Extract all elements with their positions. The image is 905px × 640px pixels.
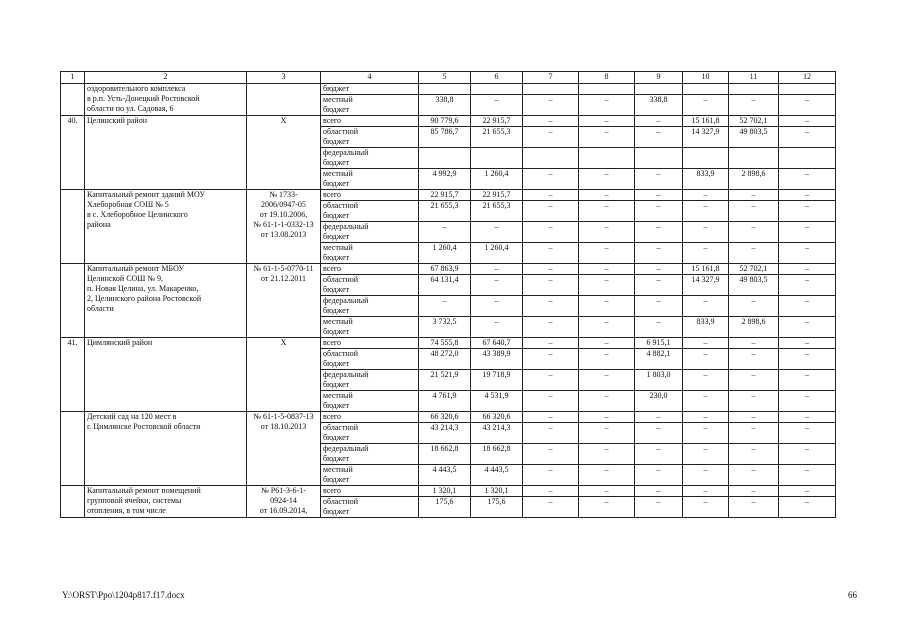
amount-cell: 43 214,3 <box>419 423 471 444</box>
amount-cell: – <box>635 296 683 317</box>
amount-cell: – <box>635 116 683 127</box>
amount-cell <box>471 148 523 169</box>
funding-source: областной бюджет <box>321 201 419 222</box>
funding-source: всего <box>321 116 419 127</box>
amount-cell: – <box>635 423 683 444</box>
amount-cell: – <box>471 317 523 338</box>
funding-source: всего <box>321 264 419 275</box>
column-header: 12 <box>779 72 836 84</box>
amount-cell: – <box>729 412 779 423</box>
amount-cell: – <box>779 127 836 148</box>
amount-cell <box>471 84 523 95</box>
amount-cell: – <box>779 444 836 465</box>
amount-cell: 66 320,6 <box>419 412 471 423</box>
amount-cell: – <box>523 444 579 465</box>
amount-cell: – <box>683 465 729 486</box>
funding-source: областной бюджет <box>321 497 419 518</box>
amount-cell: – <box>779 370 836 391</box>
amount-cell: – <box>729 497 779 518</box>
amount-cell: – <box>579 169 635 190</box>
amount-cell: – <box>729 391 779 412</box>
amount-cell: – <box>471 95 523 116</box>
funding-source: местный бюджет <box>321 317 419 338</box>
funding-source: федеральный бюджет <box>321 222 419 243</box>
row-number <box>61 486 85 518</box>
amount-cell: – <box>579 465 635 486</box>
amount-cell: – <box>635 465 683 486</box>
amount-cell: 4 992,9 <box>419 169 471 190</box>
column-header: 7 <box>523 72 579 84</box>
amount-cell: 18 662,8 <box>419 444 471 465</box>
amount-cell: – <box>729 423 779 444</box>
amount-cell: – <box>779 243 836 264</box>
amount-cell: – <box>635 222 683 243</box>
amount-cell: 4 443,5 <box>471 465 523 486</box>
amount-cell: – <box>635 264 683 275</box>
amount-cell: 6 915,1 <box>635 338 683 349</box>
amount-cell: – <box>523 169 579 190</box>
project-doc: Х <box>247 116 321 190</box>
column-header: 9 <box>635 72 683 84</box>
object-name: Детский сад на 120 мест в г. Цимлянске Ростовской области <box>85 412 247 486</box>
amount-cell <box>635 84 683 95</box>
budget-table <box>60 71 836 518</box>
amount-cell: 21 521,9 <box>419 370 471 391</box>
amount-cell: – <box>683 497 729 518</box>
amount-cell: 22 915,7 <box>471 190 523 201</box>
amount-cell: – <box>635 275 683 296</box>
amount-cell <box>635 148 683 169</box>
funding-source: местный бюджет <box>321 391 419 412</box>
amount-cell: – <box>683 190 729 201</box>
amount-cell: 2 898,6 <box>729 169 779 190</box>
amount-cell <box>729 148 779 169</box>
amount-cell: – <box>523 317 579 338</box>
project-doc: № 61-1-5-0770-11 от 21.12.2011 <box>247 264 321 338</box>
project-doc: Х <box>247 338 321 412</box>
amount-cell: – <box>683 391 729 412</box>
column-header: 11 <box>729 72 779 84</box>
amount-cell: 1 260,4 <box>419 243 471 264</box>
amount-cell: 833,9 <box>683 169 729 190</box>
column-header: 2 <box>85 72 247 84</box>
amount-cell: – <box>579 222 635 243</box>
table-row <box>61 190 836 201</box>
object-name: Капитальный ремонт зданий МОУ Хлеборобная СОШ № 5 в с. Хлеборобное Целинского района <box>85 190 247 264</box>
amount-cell: – <box>683 370 729 391</box>
amount-cell: – <box>523 116 579 127</box>
amount-cell: 43 214,3 <box>471 423 523 444</box>
amount-cell: – <box>419 296 471 317</box>
table-row <box>61 84 836 95</box>
amount-cell: – <box>779 412 836 423</box>
amount-cell: – <box>729 349 779 370</box>
amount-cell: 64 131,4 <box>419 275 471 296</box>
funding-source: федеральный бюджет <box>321 444 419 465</box>
amount-cell: – <box>579 391 635 412</box>
column-header: 8 <box>579 72 635 84</box>
amount-cell: – <box>683 412 729 423</box>
amount-cell: 43 389,9 <box>471 349 523 370</box>
amount-cell <box>779 148 836 169</box>
amount-cell: – <box>779 222 836 243</box>
amount-cell: – <box>779 116 836 127</box>
amount-cell: 338,8 <box>419 95 471 116</box>
amount-cell <box>523 84 579 95</box>
amount-cell: – <box>683 444 729 465</box>
amount-cell: – <box>779 169 836 190</box>
amount-cell: – <box>471 296 523 317</box>
funding-source: местный бюджет <box>321 465 419 486</box>
amount-cell: 833,9 <box>683 317 729 338</box>
amount-cell <box>683 148 729 169</box>
amount-cell: – <box>523 423 579 444</box>
project-doc <box>247 84 321 116</box>
amount-cell: – <box>523 349 579 370</box>
amount-cell: 1 320,1 <box>419 486 471 497</box>
amount-cell: – <box>471 264 523 275</box>
amount-cell: 2 898,6 <box>729 317 779 338</box>
amount-cell: – <box>523 275 579 296</box>
amount-cell: – <box>779 486 836 497</box>
amount-cell: – <box>729 444 779 465</box>
row-number <box>61 412 85 486</box>
amount-cell: 14 327,9 <box>683 127 729 148</box>
amount-cell: – <box>635 169 683 190</box>
amount-cell: – <box>635 201 683 222</box>
amount-cell: – <box>579 264 635 275</box>
funding-source: областной бюджет <box>321 423 419 444</box>
amount-cell: – <box>523 486 579 497</box>
amount-cell: – <box>419 222 471 243</box>
amount-cell <box>729 84 779 95</box>
amount-cell: – <box>523 264 579 275</box>
amount-cell: 15 161,8 <box>683 116 729 127</box>
funding-source: областной бюджет <box>321 275 419 296</box>
amount-cell: 66 320,6 <box>471 412 523 423</box>
amount-cell: 230,0 <box>635 391 683 412</box>
amount-cell: – <box>683 296 729 317</box>
amount-cell: 52 702,1 <box>729 264 779 275</box>
file-path: Y:\ORST\Ppo\1204p817.f17.docx <box>62 590 185 600</box>
funding-source: местный бюджет <box>321 95 419 116</box>
amount-cell: – <box>683 338 729 349</box>
amount-cell: – <box>635 444 683 465</box>
funding-source: федеральный бюджет <box>321 296 419 317</box>
amount-cell: – <box>635 497 683 518</box>
amount-cell: – <box>779 95 836 116</box>
row-number <box>61 190 85 264</box>
amount-cell: 21 655,3 <box>471 127 523 148</box>
amount-cell: – <box>779 465 836 486</box>
amount-cell: – <box>471 222 523 243</box>
amount-cell <box>523 148 579 169</box>
amount-cell <box>579 148 635 169</box>
funding-source: областной бюджет <box>321 349 419 370</box>
amount-cell: 85 786,7 <box>419 127 471 148</box>
object-name: Цимлянский район <box>85 338 247 412</box>
amount-cell: 14 327,9 <box>683 275 729 296</box>
table-row <box>61 264 836 275</box>
amount-cell: – <box>579 296 635 317</box>
amount-cell: 4 443,5 <box>419 465 471 486</box>
amount-cell: 52 702,1 <box>729 116 779 127</box>
amount-cell <box>683 84 729 95</box>
row-number: 41. <box>61 338 85 412</box>
amount-cell: 74 555,8 <box>419 338 471 349</box>
project-doc: № 1733- 2006/0947-05 от 19.10.2006, № 61-1-1-0332-13 от 13.08.2013 <box>247 190 321 264</box>
amount-cell: 22 915,7 <box>471 116 523 127</box>
amount-cell <box>779 84 836 95</box>
amount-cell: – <box>729 486 779 497</box>
amount-cell: – <box>523 296 579 317</box>
amount-cell: – <box>523 465 579 486</box>
amount-cell: – <box>779 423 836 444</box>
table-row <box>61 116 836 127</box>
amount-cell: – <box>523 243 579 264</box>
amount-cell: – <box>683 423 729 444</box>
amount-cell: – <box>683 486 729 497</box>
amount-cell: 15 161,8 <box>683 264 729 275</box>
amount-cell: – <box>779 190 836 201</box>
amount-cell <box>579 84 635 95</box>
amount-cell: 338,8 <box>635 95 683 116</box>
funding-source: областной бюджет <box>321 127 419 148</box>
amount-cell: – <box>779 349 836 370</box>
object-name: Капитальный ремонт МБОУ Целинской СОШ № 9, п. Новая Целина, ул. Макаренко, 2, Целинского района Ростовской области <box>85 264 247 338</box>
table-row <box>61 338 836 349</box>
amount-cell: – <box>779 317 836 338</box>
amount-cell: – <box>779 264 836 275</box>
amount-cell: – <box>523 391 579 412</box>
column-header: 3 <box>247 72 321 84</box>
amount-cell: – <box>579 444 635 465</box>
amount-cell: – <box>729 465 779 486</box>
amount-cell: – <box>523 370 579 391</box>
amount-cell: 4 761,9 <box>419 391 471 412</box>
amount-cell: – <box>579 243 635 264</box>
amount-cell: 1 320,1 <box>471 486 523 497</box>
amount-cell <box>419 84 471 95</box>
amount-cell: 22 915,7 <box>419 190 471 201</box>
amount-cell: – <box>779 296 836 317</box>
amount-cell: – <box>523 201 579 222</box>
amount-cell: 19 718,9 <box>471 370 523 391</box>
amount-cell: – <box>579 201 635 222</box>
column-header: 5 <box>419 72 471 84</box>
table-row <box>61 412 836 423</box>
amount-cell: – <box>579 423 635 444</box>
funding-source: бюджет <box>321 84 419 95</box>
object-name: Капитальный ремонт помещений групповой ячейки, системы отопления, в том числе <box>85 486 247 518</box>
amount-cell: 48 272,0 <box>419 349 471 370</box>
funding-source: всего <box>321 412 419 423</box>
amount-cell: – <box>523 190 579 201</box>
amount-cell: – <box>779 391 836 412</box>
amount-cell: – <box>635 190 683 201</box>
amount-cell: – <box>579 370 635 391</box>
funding-source: федеральный бюджет <box>321 370 419 391</box>
amount-cell: – <box>579 338 635 349</box>
row-number: 40. <box>61 116 85 190</box>
funding-source: всего <box>321 338 419 349</box>
amount-cell: – <box>523 338 579 349</box>
amount-cell: 18 662,8 <box>471 444 523 465</box>
row-number <box>61 264 85 338</box>
amount-cell: – <box>635 127 683 148</box>
amount-cell: 21 655,3 <box>419 201 471 222</box>
amount-cell: 67 640,7 <box>471 338 523 349</box>
column-header: 1 <box>61 72 85 84</box>
amount-cell: 175,6 <box>471 497 523 518</box>
amount-cell: – <box>729 201 779 222</box>
funding-source: всего <box>321 190 419 201</box>
amount-cell: – <box>635 486 683 497</box>
amount-cell: – <box>779 338 836 349</box>
amount-cell: – <box>579 412 635 423</box>
amount-cell: – <box>471 275 523 296</box>
amount-cell: – <box>579 190 635 201</box>
project-doc: № Р61-3-6-1- 0924-14 от 16.09.2014, <box>247 486 321 518</box>
amount-cell: – <box>635 317 683 338</box>
amount-cell: – <box>683 349 729 370</box>
amount-cell: – <box>523 127 579 148</box>
funding-source: всего <box>321 486 419 497</box>
amount-cell: – <box>579 486 635 497</box>
amount-cell: 4 531,9 <box>471 391 523 412</box>
page-number: 66 <box>848 590 857 600</box>
object-name: оздоровительного комплекса в р.п. Усть-Донецкий Ростовской области по ул. Садовая, 6 <box>85 84 247 116</box>
amount-cell: – <box>729 222 779 243</box>
amount-cell: 21 655,3 <box>471 201 523 222</box>
amount-cell: – <box>683 201 729 222</box>
amount-cell: – <box>579 317 635 338</box>
amount-cell: 175,6 <box>419 497 471 518</box>
amount-cell: – <box>683 243 729 264</box>
amount-cell: – <box>729 190 779 201</box>
amount-cell: – <box>683 222 729 243</box>
amount-cell: – <box>729 243 779 264</box>
amount-cell: – <box>779 497 836 518</box>
amount-cell: – <box>779 201 836 222</box>
amount-cell: – <box>729 296 779 317</box>
amount-cell: 67 863,9 <box>419 264 471 275</box>
amount-cell: – <box>579 497 635 518</box>
object-name: Целинский район <box>85 116 247 190</box>
amount-cell: – <box>729 338 779 349</box>
amount-cell: – <box>729 370 779 391</box>
amount-cell: – <box>523 95 579 116</box>
column-header: 10 <box>683 72 729 84</box>
table-row <box>61 486 836 497</box>
amount-cell: – <box>635 412 683 423</box>
amount-cell: – <box>523 412 579 423</box>
row-number <box>61 84 85 116</box>
amount-cell: – <box>579 275 635 296</box>
amount-cell: – <box>579 95 635 116</box>
amount-cell: 49 803,5 <box>729 275 779 296</box>
amount-cell: – <box>635 243 683 264</box>
amount-cell: 49 803,5 <box>729 127 779 148</box>
column-header: 4 <box>321 72 419 84</box>
amount-cell: 1 260,4 <box>471 169 523 190</box>
column-header: 6 <box>471 72 523 84</box>
amount-cell: – <box>579 349 635 370</box>
amount-cell: 1 803,0 <box>635 370 683 391</box>
amount-cell: 3 732,5 <box>419 317 471 338</box>
amount-cell: – <box>523 222 579 243</box>
amount-cell: – <box>579 116 635 127</box>
header-row <box>61 72 836 84</box>
funding-source: местный бюджет <box>321 169 419 190</box>
amount-cell: 1 260,4 <box>471 243 523 264</box>
amount-cell <box>419 148 471 169</box>
amount-cell: – <box>779 275 836 296</box>
amount-cell: – <box>729 95 779 116</box>
project-doc: № 61-1-5-0837-13 от 18.10.2013 <box>247 412 321 486</box>
amount-cell: 90 779,6 <box>419 116 471 127</box>
funding-source: местный бюджет <box>321 243 419 264</box>
amount-cell: – <box>523 497 579 518</box>
amount-cell: – <box>683 95 729 116</box>
funding-source: федеральный бюджет <box>321 148 419 169</box>
amount-cell: – <box>579 127 635 148</box>
amount-cell: 4 882,1 <box>635 349 683 370</box>
